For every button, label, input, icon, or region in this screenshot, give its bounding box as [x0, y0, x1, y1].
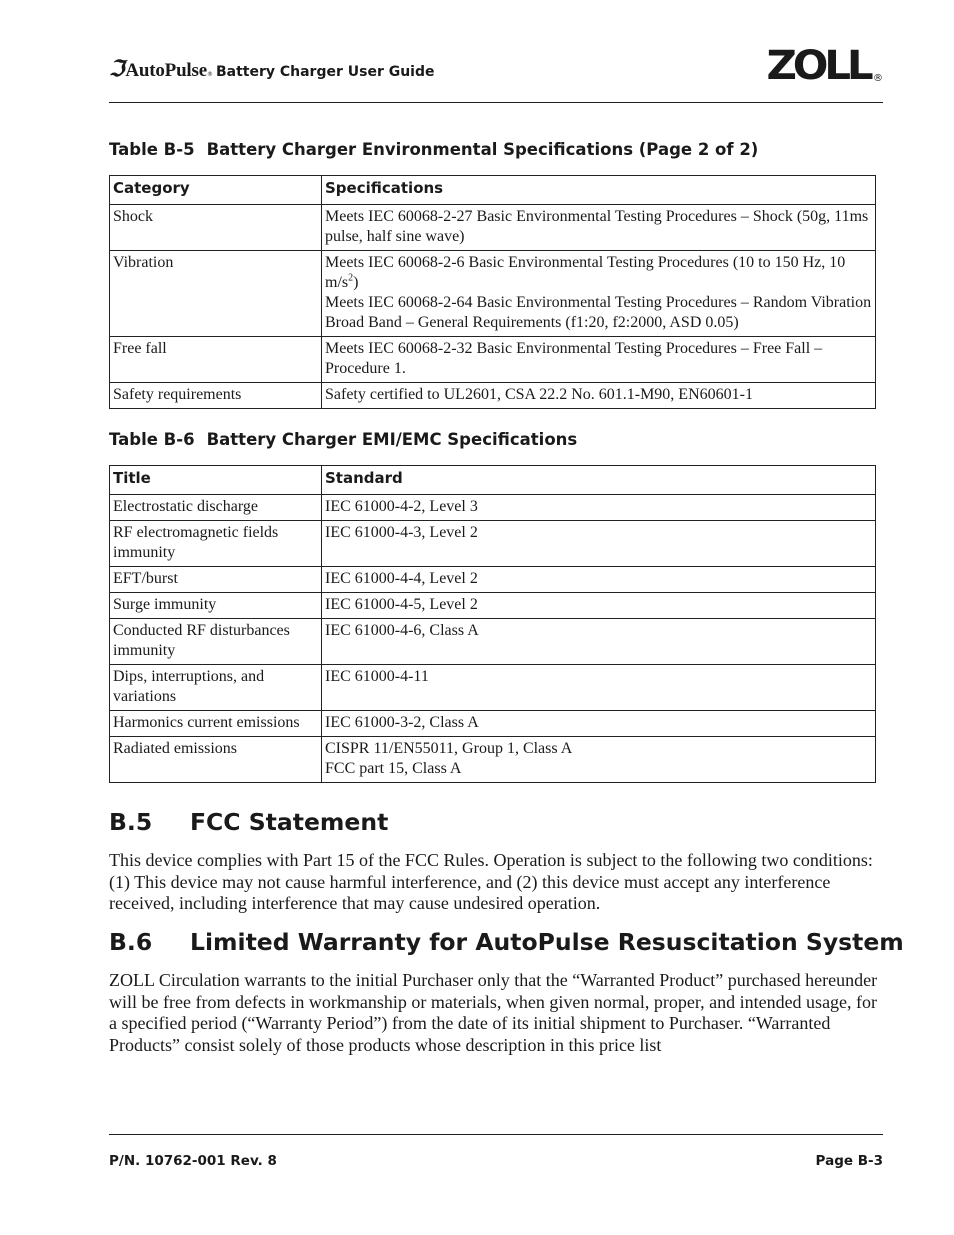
- column-header-specifications: Specifications: [322, 176, 876, 205]
- cell-title: Dips, interruptions, and variations: [110, 665, 322, 711]
- table-b5-caption: [109, 140, 758, 159]
- spec-line-1: Meets IEC 60068-2-6 Basic Environmental Testing Procedures (10 to 150 Hz, 10 $m/s^2$): [325, 254, 846, 291]
- spec-line-2: Meets IEC 60068-2-64 Basic Environmental Testing Procedures – Random Vibration Broad Band – General Requirements (f1:20, f2:2000, ASD 0.05): [325, 294, 872, 331]
- cell-title: Electrostatic discharge: [110, 495, 322, 521]
- autopulse-logo: [109, 56, 435, 82]
- table-row: [110, 383, 876, 409]
- cell-title: Radiated emissions: [110, 737, 322, 783]
- cell-standard: IEC 61000-4-5, Level 2: [322, 593, 876, 619]
- table-row: [110, 205, 876, 251]
- cell-standard: IEC 61000-4-4, Level 2: [322, 567, 876, 593]
- cell-standard: [322, 737, 876, 783]
- cell-standard: IEC 61000-4-6, Class A: [322, 619, 876, 665]
- cell-category: Vibration: [110, 251, 322, 337]
- table-b6-title: Battery Charger EMI/EMC Specifications: [206, 430, 578, 449]
- table-b5-number: Table B-5: [109, 140, 195, 159]
- cell-standard: IEC 61000-3-2, Class A: [322, 711, 876, 737]
- table-header-row: [110, 176, 876, 205]
- table-row: [110, 337, 876, 383]
- table-b5-title: Battery Charger Environmental Specifications (Page 2 of 2): [206, 140, 759, 159]
- table-b5: [109, 175, 876, 409]
- table-row: [110, 521, 876, 567]
- column-header-standard: Standard: [322, 466, 876, 495]
- part-number: P/N. 10762-001 Rev. 8: [109, 1153, 277, 1169]
- section-b6-body: ZOLL Circulation warrants to the initial Purchaser only that the “Warranted Product” purchased hereunder will be free from defects in workmanship or materials, when given normal, proper, and intended usage, for a specified period (“Warranty Period”) from the date of its initial shipment to Purchaser. “Warranted Products” consist solely of those products whose description in this price list: [109, 970, 878, 1056]
- table-row: [110, 619, 876, 665]
- section-b5-number: B.5: [109, 808, 153, 836]
- zoll-logo-text: ZOLL: [766, 43, 870, 89]
- table-header-row: [110, 466, 876, 495]
- table-row: [110, 567, 876, 593]
- table-row: [110, 737, 876, 783]
- section-b5-heading: [109, 808, 388, 836]
- table-row: [110, 495, 876, 521]
- table-row: [110, 251, 876, 337]
- cell-category: Shock: [110, 205, 322, 251]
- zoll-logo: [766, 43, 883, 89]
- table-b6-number: Table B-6: [109, 430, 195, 449]
- cell-category: Free fall: [110, 337, 322, 383]
- section-b6-title: Limited Warranty for AutoPulse Resuscitation System: [190, 928, 904, 956]
- cell-standard: IEC 61000-4-2, Level 3: [322, 495, 876, 521]
- zoll-reg-mark: ®: [873, 73, 883, 84]
- table-row: [110, 711, 876, 737]
- table-b6: [109, 465, 876, 783]
- cell-title: Harmonics current emissions: [110, 711, 322, 737]
- autopulse-logo-text: AutoPulse: [125, 60, 207, 81]
- cell-spec: Meets IEC 60068-2-32 Basic Environmental Testing Procedures – Free Fall – Procedure 1.: [322, 337, 876, 383]
- guide-title: Battery Charger User Guide: [215, 64, 435, 80]
- cell-spec: Meets IEC 60068-2-27 Basic Environmental Testing Procedures – Shock (50g, 11ms pulse, half sine wave): [322, 205, 876, 251]
- section-b6-number: B.6: [109, 928, 153, 956]
- cell-standard: IEC 61000-4-3, Level 2: [322, 521, 876, 567]
- table-row: [110, 665, 876, 711]
- cell-title: Conducted RF disturbances immunity: [110, 619, 322, 665]
- cell-spec: [322, 251, 876, 337]
- standard-line-2: FCC part 15, Class A: [325, 760, 462, 777]
- cell-spec: Safety certified to UL2601, CSA 22.2 No. 601.1-M90, EN60601-1: [322, 383, 876, 409]
- section-b6-heading: [109, 928, 904, 956]
- table-row: [110, 593, 876, 619]
- autopulse-logo-glyph: ℑ: [109, 56, 125, 81]
- cell-title: RF electromagnetic fields immunity: [110, 521, 322, 567]
- cell-title: Surge immunity: [110, 593, 322, 619]
- page-header: [109, 43, 883, 104]
- autopulse-reg-mark: ®: [206, 71, 213, 78]
- section-b5-body: This device complies with Part 15 of the FCC Rules. Operation is subject to the following two conditions: (1) This device may not cause harmful interference, and (2) this device must accept any interference received, including interference that may cause undesired operation.: [109, 850, 873, 914]
- cell-standard: IEC 61000-4-11: [322, 665, 876, 711]
- cell-category: Safety requirements: [110, 383, 322, 409]
- standard-line-1: CISPR 11/EN55011, Group 1, Class A: [325, 740, 573, 757]
- column-header-category: Category: [110, 176, 322, 205]
- cell-title: EFT/burst: [110, 567, 322, 593]
- page-number: Page B-3: [815, 1153, 883, 1169]
- footer-divider: [109, 1134, 883, 1135]
- header-divider: [109, 102, 883, 103]
- table-b6-caption: [109, 430, 577, 449]
- column-header-title: Title: [110, 466, 322, 495]
- section-b5-title: FCC Statement: [190, 808, 389, 836]
